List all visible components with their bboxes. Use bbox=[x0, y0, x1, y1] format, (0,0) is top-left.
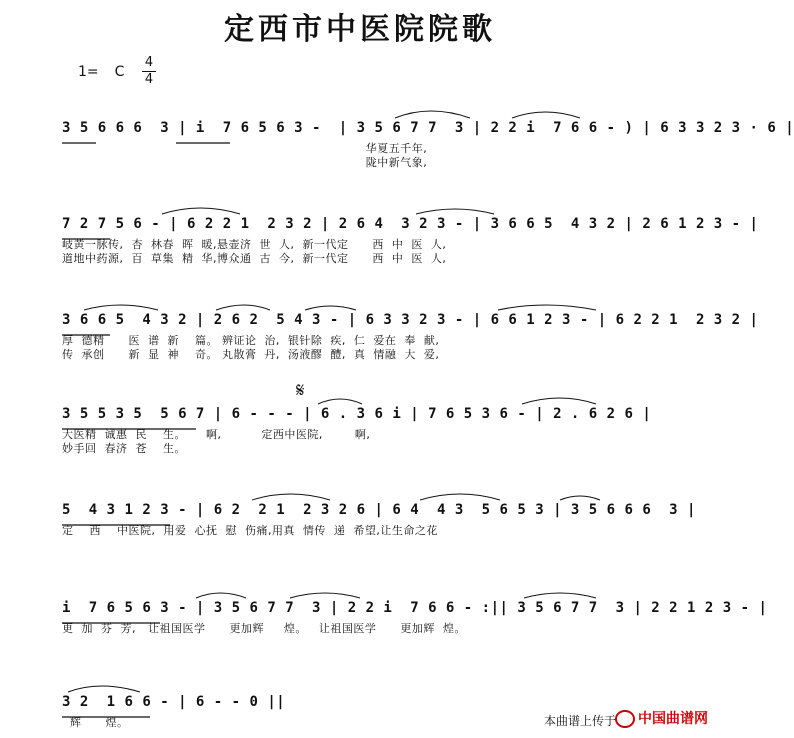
lyric-line-2: 妙手回 春济 苍 生。 bbox=[62, 442, 186, 455]
notes-line: 3 6 6 5 4 3 2 | 2 6 2 5 4 3 - | 6 3 3 2 3 - | 6 6 1 2 3 - | 6 2 2 1 2 3 2 | bbox=[62, 312, 759, 328]
site-logo[interactable] bbox=[615, 708, 708, 728]
notes-line: i 7 6 5 6 3 - | 3 5 6 7 7 3 | 2 2 i 7 6 6 - :|| 3 5 6 7 7 3 | 2 2 1 2 3 - | bbox=[62, 600, 768, 616]
lyric-line-1: 定 西 中医院, 用爱 心抚 慰 伤痛,用真 情传 递 希望,让生命之花 bbox=[62, 524, 438, 537]
lyric-line-1: 华夏五千年, bbox=[62, 142, 428, 155]
notes-line: 3 5 6 6 6 3 | i 7 6 5 6 3 - | 3 5 6 7 7 3 | 2 2 i 7 6 6 - ) | 6 3 3 2 3 · 6 | bbox=[62, 120, 794, 136]
lyric-line-1: 辉 煌。 bbox=[62, 716, 129, 729]
upload-credit: 本曲谱上传于 bbox=[543, 714, 616, 728]
notes-line: 3 5 5 3 5 5 6 7 | 6 - - - | 6 . 3 6 i | 7 6 5 3 6 - | 2 . 6 2 6 | bbox=[62, 406, 652, 422]
notes-line: 3 2 1 6 6 - | 6 - - 0 || bbox=[62, 694, 286, 710]
logo-emblem-icon bbox=[615, 710, 635, 728]
lyric-line-2: 道地中药源, 百 草集 精 华,博众通 古 今, 新一代定 西 中 医 人, bbox=[62, 252, 447, 265]
lyric-line-1: 大医精 诚惠 民 生。 啊, 定西中医院, 啊, bbox=[62, 428, 371, 441]
notes-line: 5 4 3 1 2 3 - | 6 2 2 1 2 3 2 6 | 6 4 4 3 5 6 5 3 | 3 5 6 6 6 3 | bbox=[62, 502, 696, 518]
meter-top: 4 bbox=[144, 55, 154, 70]
key-tonic: C bbox=[114, 64, 125, 80]
key-label: 1= bbox=[78, 64, 99, 80]
lyric-line-1: 厚 德精 医 谱 新 篇。 辨证论 治, 银针除 疾, 仁 爱在 奉 献, bbox=[62, 334, 440, 347]
lyric-line-1: 岐黄一脉传, 杏 林春 晖 暖,悬壶济 世 人, 新一代定 西 中 医 人, bbox=[62, 238, 447, 251]
lyric-line-2: 传 承创 新 显 神 奇。 丸散膏 丹, 汤液醪 醴, 真 情融 大 爱, bbox=[62, 348, 440, 361]
segno-sign: 𝄋 bbox=[296, 378, 305, 402]
logo-text: 中国曲谱网 bbox=[638, 711, 708, 727]
meter-bottom: 4 bbox=[144, 72, 154, 87]
song-title: 定西市中医院院歌 bbox=[224, 12, 496, 47]
lyric-line-2: 陇中新气象, bbox=[62, 156, 428, 169]
lyric-line-1: 更 加 芬 芳, 让祖国医学 更加辉 煌。 让祖国医学 更加辉 煌。 bbox=[62, 622, 466, 635]
notes-line: 7 2 7 5 6 - | 6 2 2 1 2 3 2 | 2 6 4 3 2 3 - | 3 6 6 5 4 3 2 | 2 6 1 2 3 - | bbox=[62, 216, 759, 232]
